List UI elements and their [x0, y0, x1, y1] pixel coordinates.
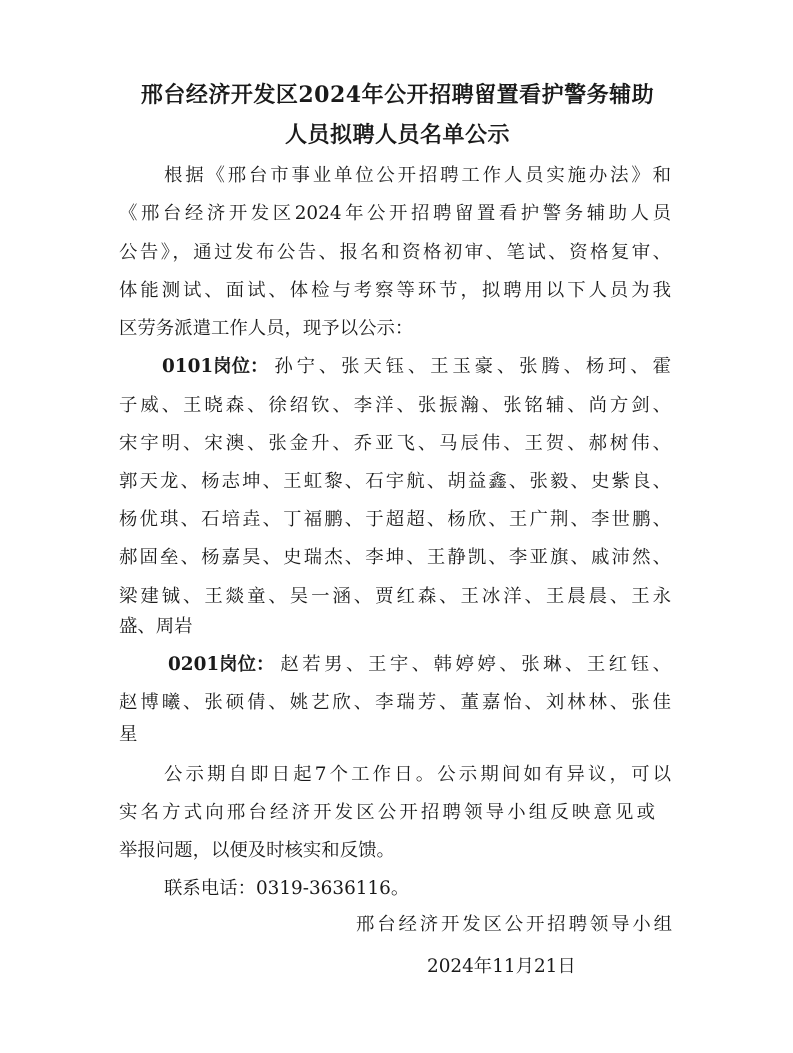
- post-0201-names-line: 赵博曦、张硕倩、姚艺欣、李瑞芳、董嘉怡、刘林林、张佳: [119, 692, 671, 713]
- notice-line-1: 公示期自即日起7个工作日。公示期间如有异议，可以: [164, 764, 671, 785]
- post-0101-first-line: [162, 354, 671, 380]
- signature-date: 2024年11月21日: [427, 956, 576, 977]
- post-0101-names-line: 郝固垒、杨嘉昊、史瑞杰、李坤、王静凯、李亚旗、戚沛然、: [119, 547, 671, 568]
- post-0201-names-line: 星: [119, 724, 138, 745]
- intro-line-5: 区劳务派遣工作人员，现予以公示：: [119, 318, 414, 339]
- post-0101-names-start: 孙宁、张天钰、王玉豪、张腾、杨珂、霍: [274, 356, 671, 377]
- page-title-line-1: 邢台经济开发区2024年公开招聘留置看护警务辅助: [140, 82, 655, 108]
- post-0101-label: 0101岗位：: [162, 356, 269, 377]
- post-0201-names-start: 赵若男、王宇、韩婷婷、张琳、王红钰、: [280, 654, 671, 675]
- post-0101-names-line: 子威、王晓森、徐绍钦、李洋、张振瀚、张铭辅、尚方剑、: [119, 395, 671, 416]
- post-0101-names-line: 盛、周岩: [119, 616, 193, 637]
- post-0101-names-line: 梁建铖、王燚童、吴一涵、贾红森、王冰洋、王晨晨、王永: [119, 586, 671, 607]
- post-0101-names-line: 郭天龙、杨志坤、王虹黎、石宇航、胡益鑫、张毅、史紫良、: [119, 471, 671, 492]
- intro-line-1: 根据《邢台市事业单位公开招聘工作人员实施办法》和: [164, 165, 671, 186]
- intro-line-3: 公告》，通过发布公告、报名和资格初审、笔试、资格复审、: [119, 242, 671, 263]
- post-0101-names-line: 宋宇明、宋澳、张金升、乔亚飞、马辰伟、王贺、郝树伟、: [119, 433, 671, 454]
- signature-org: 邢台经济开发区公开招聘领导小组: [356, 914, 672, 935]
- intro-line-2: 《邢台经济开发区2024年公开招聘留置看护警务辅助人员: [119, 203, 671, 224]
- post-0201-first-line: [168, 652, 671, 678]
- notice-line-2: 实名方式向邢台经济开发区公开招聘领导小组反映意见或: [119, 802, 655, 823]
- post-0201-label: 0201岗位：: [168, 654, 275, 675]
- page-title-line-2: 人员拟聘人员名单公示: [284, 122, 510, 148]
- contact-phone: 联系电话：0319-3636116。: [164, 878, 410, 899]
- notice-line-3: 举报问题，以便及时核实和反馈。: [119, 840, 395, 861]
- post-0101-names-line: 杨优琪、石培垚、丁福鹏、于超超、杨欣、王广荆、李世鹏、: [119, 509, 671, 530]
- intro-line-4: 体能测试、面试、体检与考察等环节，拟聘用以下人员为我: [119, 280, 671, 301]
